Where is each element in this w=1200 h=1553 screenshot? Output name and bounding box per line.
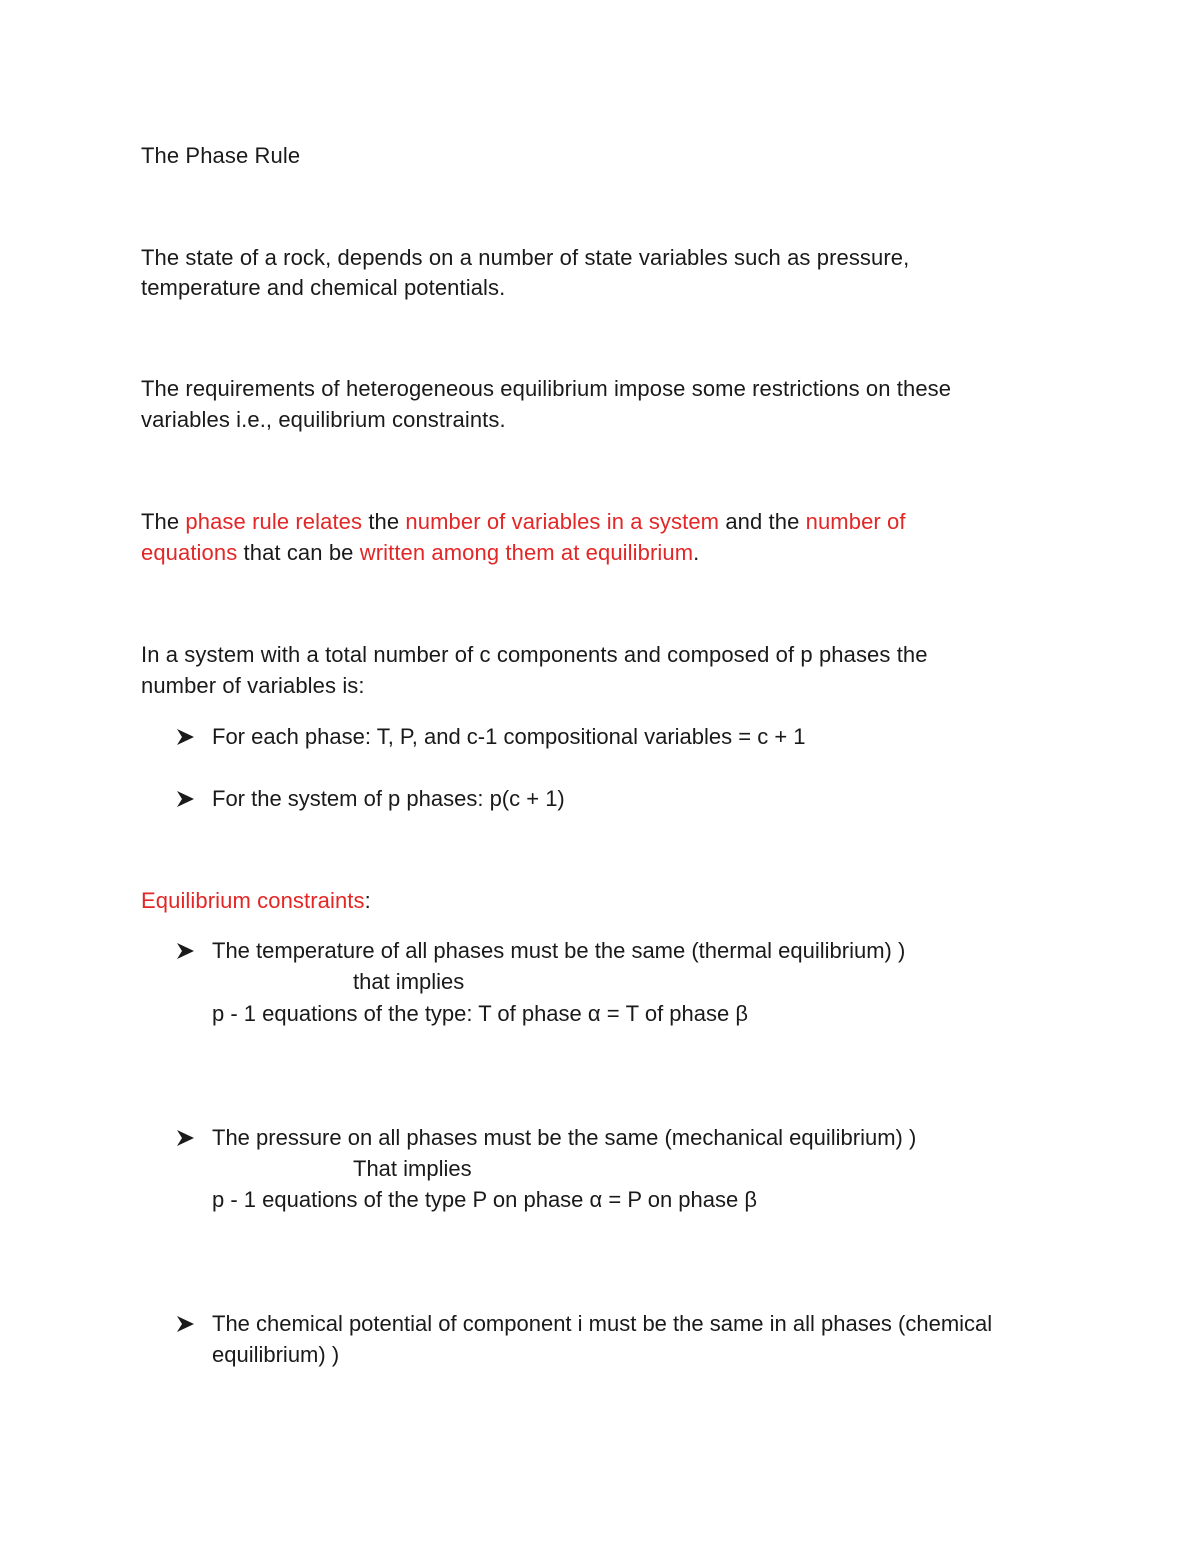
bullet-text: For each phase: T, P, and c-1 compositional variables = c + 1 [212, 724, 806, 749]
para3-highlight: written among them at equilibrium [359, 540, 694, 565]
para3-text: and the [719, 509, 806, 534]
implies-text: that implies [353, 969, 465, 994]
constraints-heading-text: Equilibrium constraints [141, 888, 365, 913]
arrowhead-bullet-icon [176, 1128, 196, 1148]
bullet-text: For the system of p phases: p(c + 1) [212, 786, 565, 811]
constraints-heading [141, 885, 371, 916]
equation-text: p - 1 equations of the type: T of phase α = T of phase β [212, 1001, 749, 1026]
para4-line1: In a system with a total number of c components and composed of p phases the [141, 642, 928, 667]
bullet-text: The temperature of all phases must be the same (thermal equilibrium) ) [212, 938, 906, 963]
equation-text: p - 1 equations of the type P on phase α = P on phase β [212, 1187, 758, 1212]
para3-highlight: number of variables in a system [405, 509, 720, 534]
arrowhead-bullet-icon [176, 727, 196, 747]
para3-text: The [141, 509, 186, 534]
para4-line2: number of variables is: [141, 673, 365, 698]
para3-highlight: number of [805, 509, 906, 534]
constraints-heading-colon: : [364, 888, 371, 913]
implies-text: That implies [353, 1156, 472, 1181]
para2-line2: variables i.e., equilibrium constraints. [141, 407, 506, 432]
bullet-text: The chemical potential of component i must be the same in all phases (chemical [212, 1311, 993, 1336]
para3-text: that can be [237, 540, 360, 565]
para3-line1 [141, 506, 906, 537]
para3-highlight: equations [141, 540, 238, 565]
para3-line2 [141, 537, 699, 568]
para1-line2: temperature and chemical potentials. [141, 275, 506, 300]
bullet-text-continued: equilibrium) ) [212, 1342, 340, 1367]
para2-line1: The requirements of heterogeneous equilibrium impose some restrictions on these [141, 376, 952, 401]
arrowhead-bullet-icon [176, 1314, 196, 1334]
bullet-text: The pressure on all phases must be the same (mechanical equilibrium) ) [212, 1125, 917, 1150]
para3-text: . [693, 540, 700, 565]
para3-text: the [362, 509, 406, 534]
para3-highlight: phase rule relates [185, 509, 363, 534]
document-title: The Phase Rule [141, 143, 301, 168]
arrowhead-bullet-icon [176, 941, 196, 961]
para1-line1: The state of a rock, depends on a number of state variables such as pressure, [141, 245, 910, 270]
arrowhead-bullet-icon [176, 789, 196, 809]
